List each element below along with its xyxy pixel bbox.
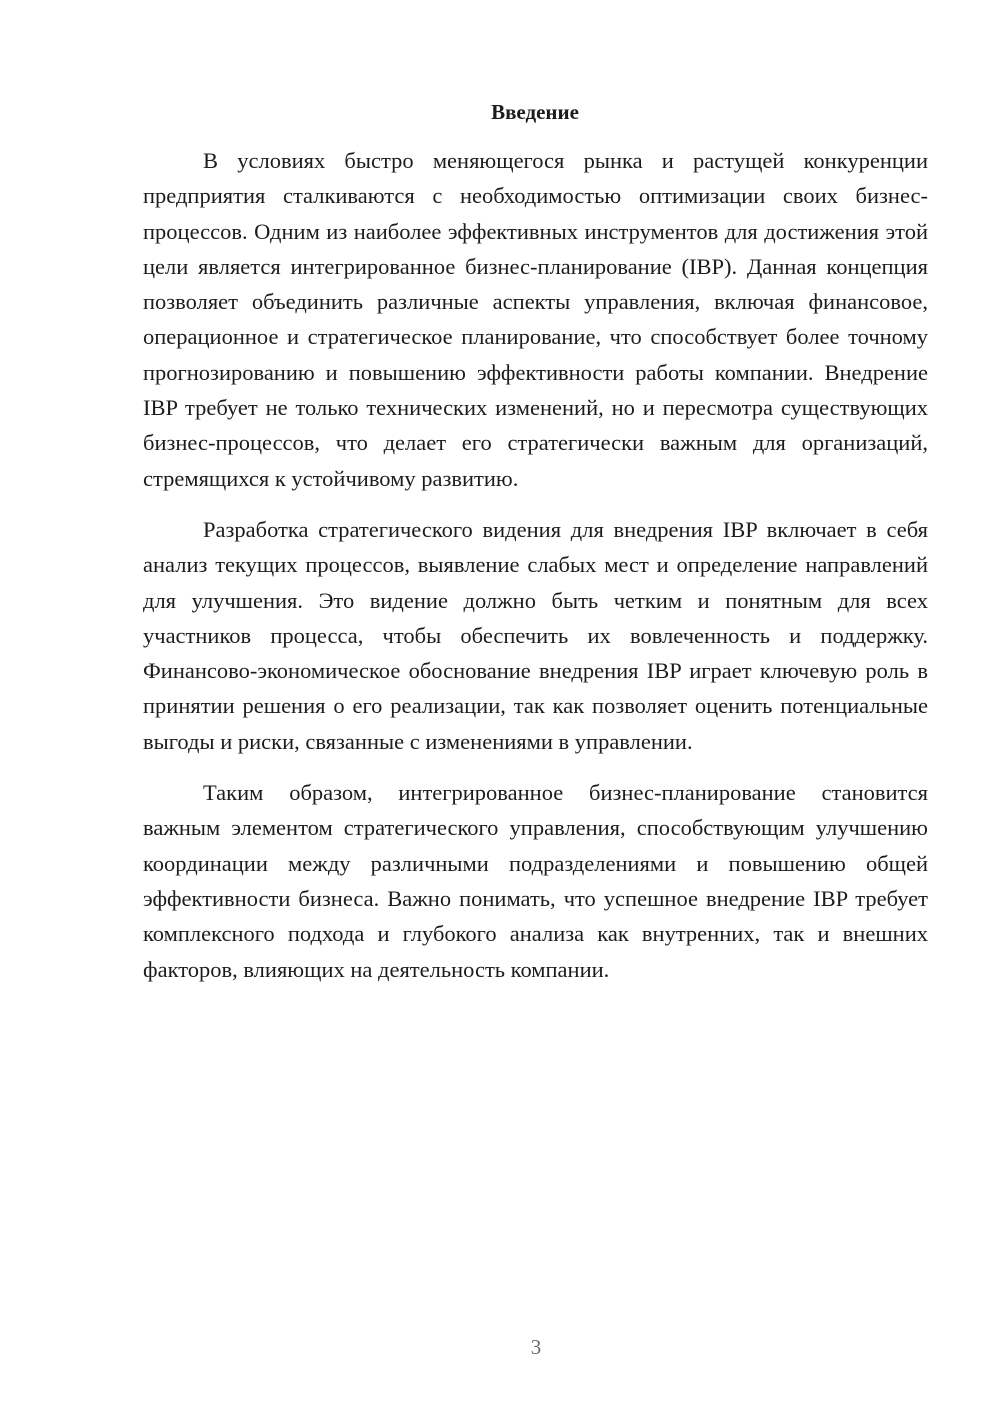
page-title: Введение — [491, 100, 579, 124]
page-number: 3 — [530, 1335, 542, 1359]
body-text — [143, 143, 928, 1003]
paragraph-2: Разработка стратегического видения для внедрения IBP включает в себя анализ текущих процессов, выявление слабых мест и определение направлений для улучшения. Это видение должно быть четким и понятным для всех участников процесса, чтобы обеспечить их вовлеченность и поддержку. Финансово-экономическое обоснование внедрения IBP играет ключевую роль в принятии решения о его реализации, так как позволяет оценить потенциальные выгоды и риски, связанные с изменениями в управлении. — [143, 516, 928, 754]
paragraph-1: В условиях быстро меняющегося рынка и растущей конкуренции предприятия сталкиваются с необходимостью оптимизации своих бизнес-процессов. Одним из наиболее эффективных инструментов для достижения этой цели является интегрированное бизнес-планирование (IBP). Данная концепция позволяет объединить различные аспекты управления, включая финансовое, операционное и стратегическое планирование, что способствует более точному прогнозированию и повышению эффективности работы компании. Внедрение IBP требует не только технических изменений, но и пересмотра существующих бизнес-процессов, что делает его стратегически важным для организаций, стремящихся к устойчивому развитию. — [143, 148, 928, 491]
paragraph-3: Таким образом, интегрированное бизнес-планирование становится важным элементом стратегического управления, способствующим улучшению координации между различными подразделениями и повышению общей эффективности бизнеса. Важно понимать, что успешное внедрение IBP требует комплексного подхода и глубокого анализа как внутренних, так и внешних факторов, влияющих на деятельность компании. — [143, 780, 928, 982]
